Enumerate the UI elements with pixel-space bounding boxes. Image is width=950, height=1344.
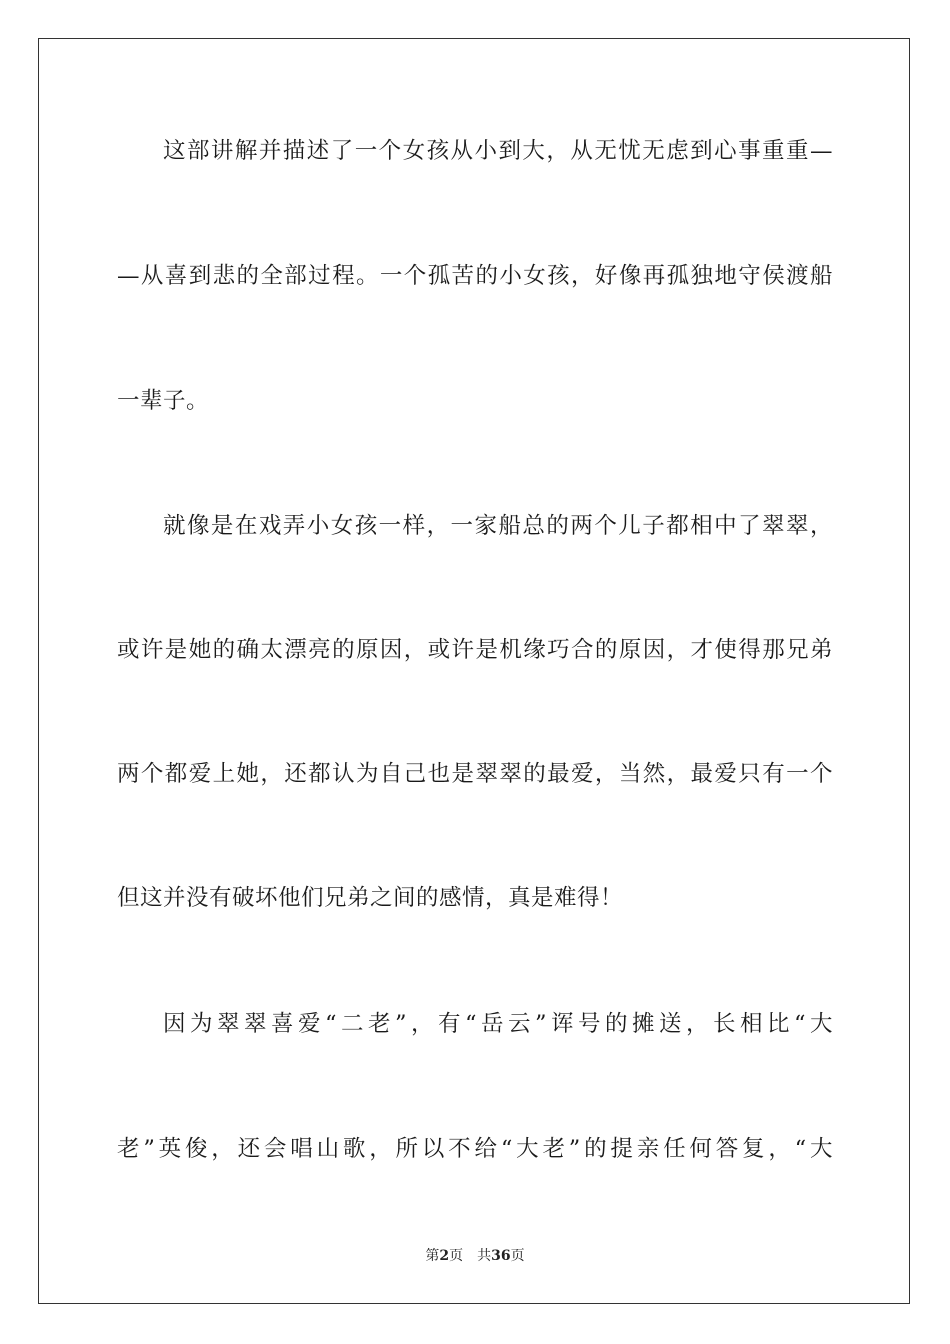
page-suffix: 页 [449,1248,464,1264]
total-prefix: 共 [477,1248,492,1264]
page-footer [0,1246,950,1266]
paragraph-2-line-3: 两个都爱上她，还都认为自己也是翠翠的最爱，当然，最爱只有一个 [117,761,833,787]
paragraph-2-line-4: 但这并没有破坏他们兄弟之间的感情，真是难得！ [117,885,624,911]
page-prefix: 第 [425,1248,440,1264]
paragraph-3-line-2: 老”英俊，还会唱山歌，所以不给“大老”的提亲任何答复，“大 [117,1136,833,1162]
paragraph-2-line-1: 就像是在戏弄小女孩一样，一家船总的两个儿子都相中了翠翠， [163,513,833,539]
page-frame [38,38,910,1304]
paragraph-1-line-1: 这部讲解并描述了一个女孩从小到大，从无忧无虑到心事重重— [163,138,833,164]
page-number: 2 [439,1248,450,1264]
paragraph-2-line-2: 或许是她的确太漂亮的原因，或许是机缘巧合的原因，才使得那兄弟 [117,637,833,663]
paragraph-1-line-3: 一辈子。 [117,388,210,414]
total-suffix: 页 [510,1248,525,1264]
paragraph-3-line-1: 因为翠翠喜爱“二老”，有“岳云”诨号的摊送，长相比“大 [163,1011,833,1037]
total-pages: 36 [491,1248,511,1264]
paragraph-1-line-2: —从喜到悲的全部过程。一个孤苦的小女孩，好像再孤独地守侯渡船 [117,263,833,289]
